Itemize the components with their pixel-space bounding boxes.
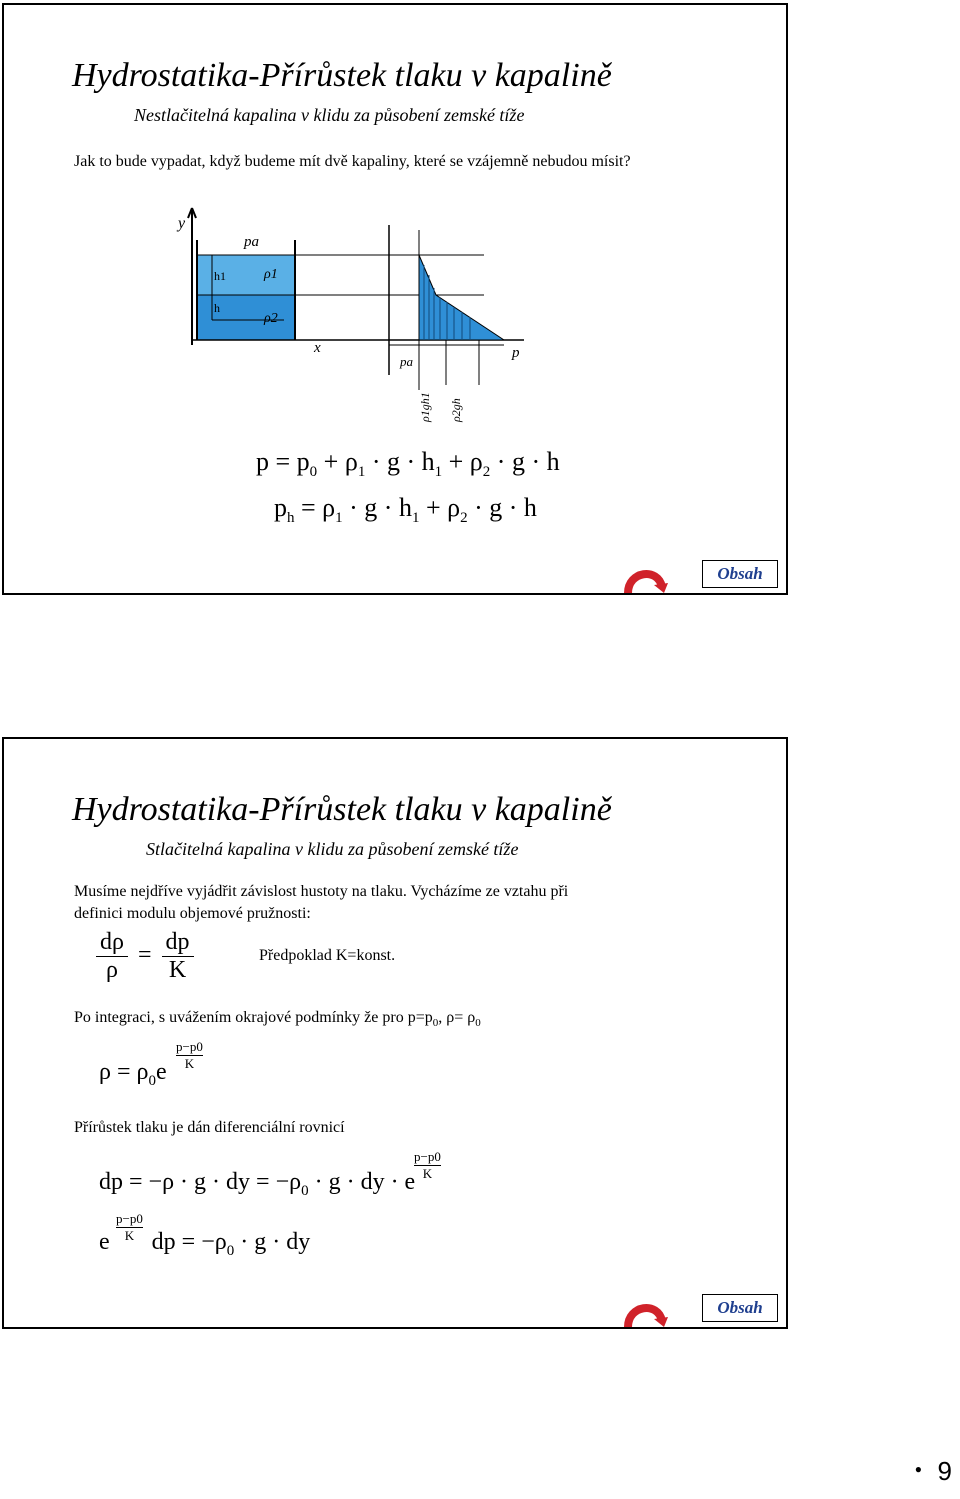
density-exponent: p−p0 K (176, 1039, 203, 1071)
question-text: Jak to bude vypadat, když budeme mít dvě kapaliny, které se vzájemně nebudou mísit? (74, 153, 631, 170)
diagram-label-pa-axis: pa (400, 354, 413, 369)
return-arrow-icon[interactable] (620, 563, 670, 593)
intro-line-2: definici modulu objemové pružnosti: (74, 905, 311, 922)
return-arrow-icon[interactable] (620, 1297, 670, 1327)
bulk-modulus-formula: $\frac{d\rho}{\rho}$ = $\frac{dp}{K}$ (96, 929, 194, 984)
slide-1 (2, 3, 788, 595)
obsah-button[interactable]: Obsah (702, 1294, 778, 1322)
diagram-label-rho2: ρ2 (264, 311, 278, 326)
obsah-button[interactable]: Obsah (702, 560, 778, 588)
diagram-label-h: h (214, 301, 220, 315)
slide-title: Hydrostatika-Přírůstek tlaku v kapalině (72, 57, 612, 94)
slide-2 (2, 737, 788, 1329)
dp-formula: dp = −ρ · g · dy = $-\rho_0 \cdot g$ · dy · e (99, 1169, 416, 1199)
diagram-label-rho1: ρ1 (264, 267, 278, 282)
separated-exponent: p−p0 K (116, 1211, 143, 1243)
diagram-label-rho2gh: ρ2gh (449, 398, 463, 422)
slide-subtitle: Nestlačitelná kapalina v klidu za působení zemské tíže (134, 105, 525, 125)
diagram-label-rho1gh1: ρ1gh1 (418, 392, 432, 422)
density-formula: $\rho = \rho_0e$ (99, 1059, 167, 1089)
diagram-label-y: y (178, 215, 186, 232)
slide-subtitle: Stlačitelná kapalina v klidu za působení zemské tíže (146, 839, 519, 859)
diagram-label-pa: pa (244, 234, 259, 250)
separated-formula: e dp = $-\rho_0 \cdot g$ · dy (99, 1229, 311, 1259)
intro-line-1: Musíme nejdříve vyjádřit závislost hustoty na tlaku. Vycházíme ze vztahu při (74, 883, 569, 900)
two-liquids-diagram (164, 200, 544, 430)
page-number: 9 (937, 1456, 952, 1486)
dp-exponent: p−p0 K (414, 1149, 441, 1181)
formula-pressure: $p = p_0 + \rho_1 \cdot g \cdot h_1 + \rho_2 \cdot g \cdot h$ (256, 447, 560, 481)
diagram-label-h1: h1 (214, 269, 226, 283)
increment-text: Přírůstek tlaku je dán diferenciální rovnicí (74, 1119, 345, 1136)
assumption-text: Předpoklad K=konst. (259, 947, 396, 964)
diagram-label-p: p (512, 345, 520, 361)
integration-text: Po integraci, s uvážením okrajové podmínky že pro $p=p_0$, $\rho= \rho_0$ (74, 1009, 481, 1030)
formula-pressure-h: $p_h = \rho_1 \cdot g \cdot h_1 + \rho_2 \cdot g \cdot h$ (274, 493, 537, 527)
slide-title: Hydrostatika-Přírůstek tlaku v kapalině (72, 791, 612, 828)
page-bullet: ● (914, 1462, 922, 1476)
diagram-label-x: x (314, 340, 321, 356)
